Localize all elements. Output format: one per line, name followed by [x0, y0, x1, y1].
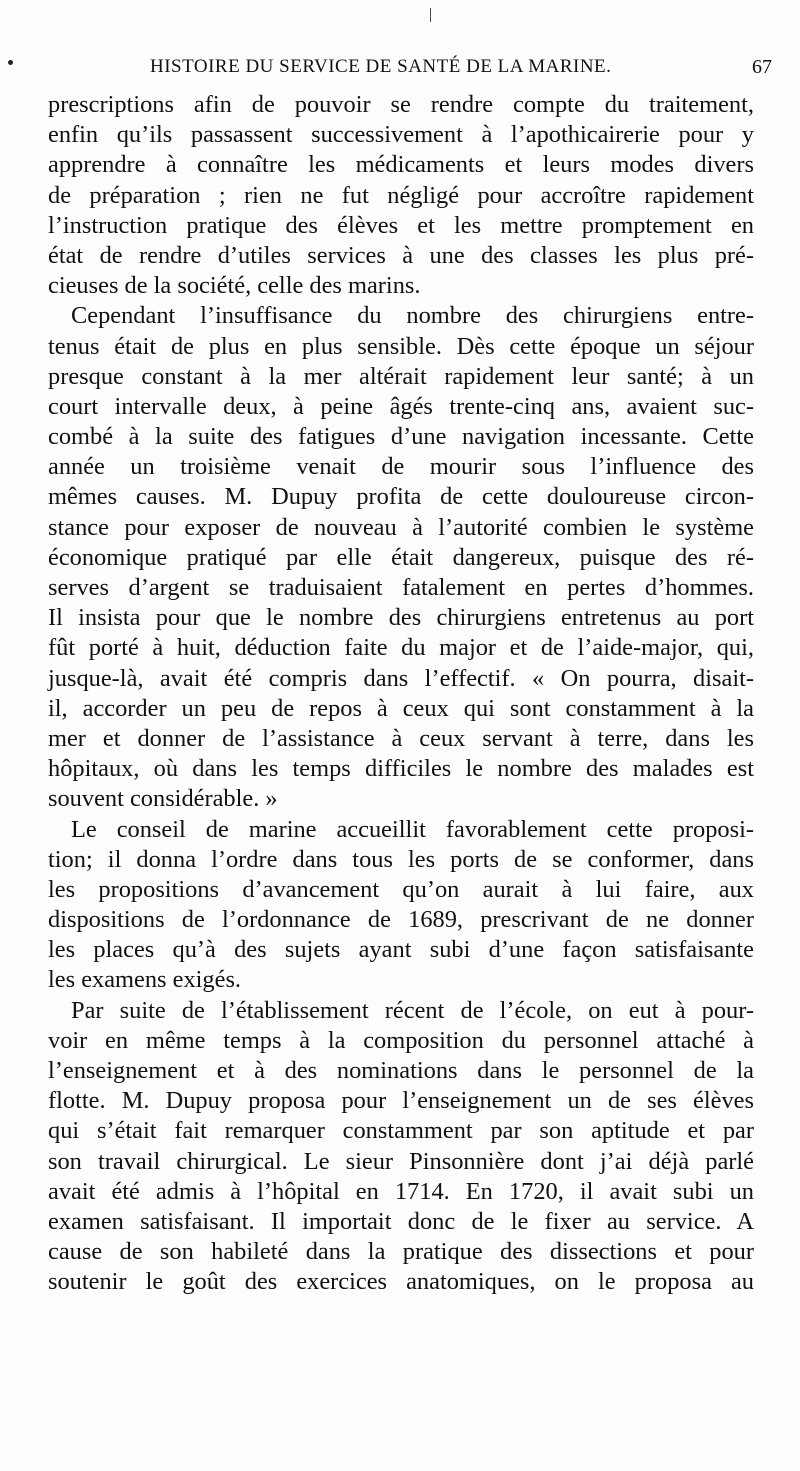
text-line: de préparation ; rien ne fut négligé pour accroître rapidement — [48, 181, 754, 209]
edge-mark — [8, 60, 13, 65]
text-line: presque constant à la mer altérait rapidement leur santé; à un — [48, 362, 754, 390]
text-line: avait été admis à l’hôpital en 1714. En 1720, il avait subi un — [48, 1177, 754, 1205]
text-line: l’enseignement et à des nominations dans le personnel de la — [48, 1057, 754, 1084]
text-line: Cependant l’insuffisance du nombre des chirurgiens entre- — [71, 302, 754, 330]
text-line: état de rendre d’utiles services à une des classes les plus pré- — [48, 241, 754, 269]
text-line: examen satisfaisant. Il importait donc de le fixer au service. A — [48, 1207, 754, 1235]
text-line: mêmes causes. M. Dupuy profita de cette douloureuse circon- — [48, 483, 754, 511]
text-line: serves d’argent se traduisaient fatalement en pertes d’hommes. — [48, 574, 754, 601]
text-line: les examens exigés. — [48, 966, 242, 994]
text-line: Par suite de l’établissement récent de l’école, on eut à pour- — [71, 996, 754, 1024]
text-line: dispositions de l’ordonnance de 1689, prescrivant de ne donner — [48, 906, 754, 934]
text-line: apprendre à connaître les médicaments et leurs modes divers — [48, 151, 754, 179]
text-line: qui s’était fait remarquer constamment par son aptitude et par — [48, 1117, 754, 1145]
text-line: stance pour exposer de nouveau à l’autorité combien le système — [48, 513, 754, 541]
text-line: les places qu’à des sujets ayant subi d’une façon satisfaisante — [48, 936, 754, 964]
text-line: mer et donner de l’assistance à ceux servant à terre, dans les — [48, 724, 754, 752]
text-line: prescriptions afin de pouvoir se rendre compte du traitement, — [48, 91, 754, 118]
text-line: tion; il donna l’ordre dans tous les ports de se conformer, dans — [48, 845, 754, 873]
text-line: court intervalle deux, à peine âgés trente-cinq ans, avaient suc- — [48, 392, 754, 420]
text-line: tenus était de plus en plus sensible. Dès cette époque un séjour — [48, 332, 754, 360]
page-number: 67 — [752, 56, 772, 78]
text-line: cieuses de la société, celle des marins. — [48, 272, 421, 300]
text-line: fût porté à huit, déduction faite du major et de l’aide-major, qui, — [48, 634, 754, 662]
text-line: hôpitaux, où dans les temps difficiles le nombre des malades est — [48, 755, 754, 783]
running-title: HISTOIRE DU SERVICE DE SANTÉ DE LA MARINE. — [150, 56, 612, 77]
text-line: les propositions d’avancement qu’on aurait à lui faire, aux — [48, 875, 754, 903]
text-line: l’instruction pratique des élèves et les mettre promptement en — [48, 211, 754, 239]
text-line: flotte. M. Dupuy proposa pour l’enseignement un de ses élèves — [48, 1087, 754, 1115]
stray-mark — [430, 8, 431, 22]
text-line: économique pratiqué par elle était dangereux, puisque des ré- — [48, 543, 754, 571]
text-line: souvent considérable. » — [48, 785, 278, 813]
text-line: son travail chirurgical. Le sieur Pinsonnière dont j’ai déjà parlé — [48, 1147, 754, 1175]
body-text — [48, 90, 754, 1298]
text-line: Il insista pour que le nombre des chirurgiens entretenus au port — [48, 604, 754, 632]
text-line: il, accorder un peu de repos à ceux qui sont constamment à la — [48, 694, 754, 722]
text-line: jusque-là, avait été compris dans l’effectif. « On pourra, disait- — [48, 664, 754, 692]
text-line: voir en même temps à la composition du personnel attaché à — [48, 1026, 754, 1054]
text-line: Le conseil de marine accueillit favorablement cette proposi- — [71, 815, 754, 843]
text-line: soutenir le goût des exercices anatomiques, on le proposa au — [48, 1268, 754, 1296]
text-line: enfin qu’ils passassent successivement à l’apothicairerie pour y — [48, 121, 754, 149]
text-line: année un troisième venait de mourir sous l’influence des — [48, 453, 754, 481]
text-line: combé à la suite des fatigues d’une navigation incessante. Cette — [48, 423, 754, 451]
running-head — [150, 56, 772, 88]
text-line: cause de son habileté dans la pratique des dissections et pour — [48, 1238, 754, 1266]
